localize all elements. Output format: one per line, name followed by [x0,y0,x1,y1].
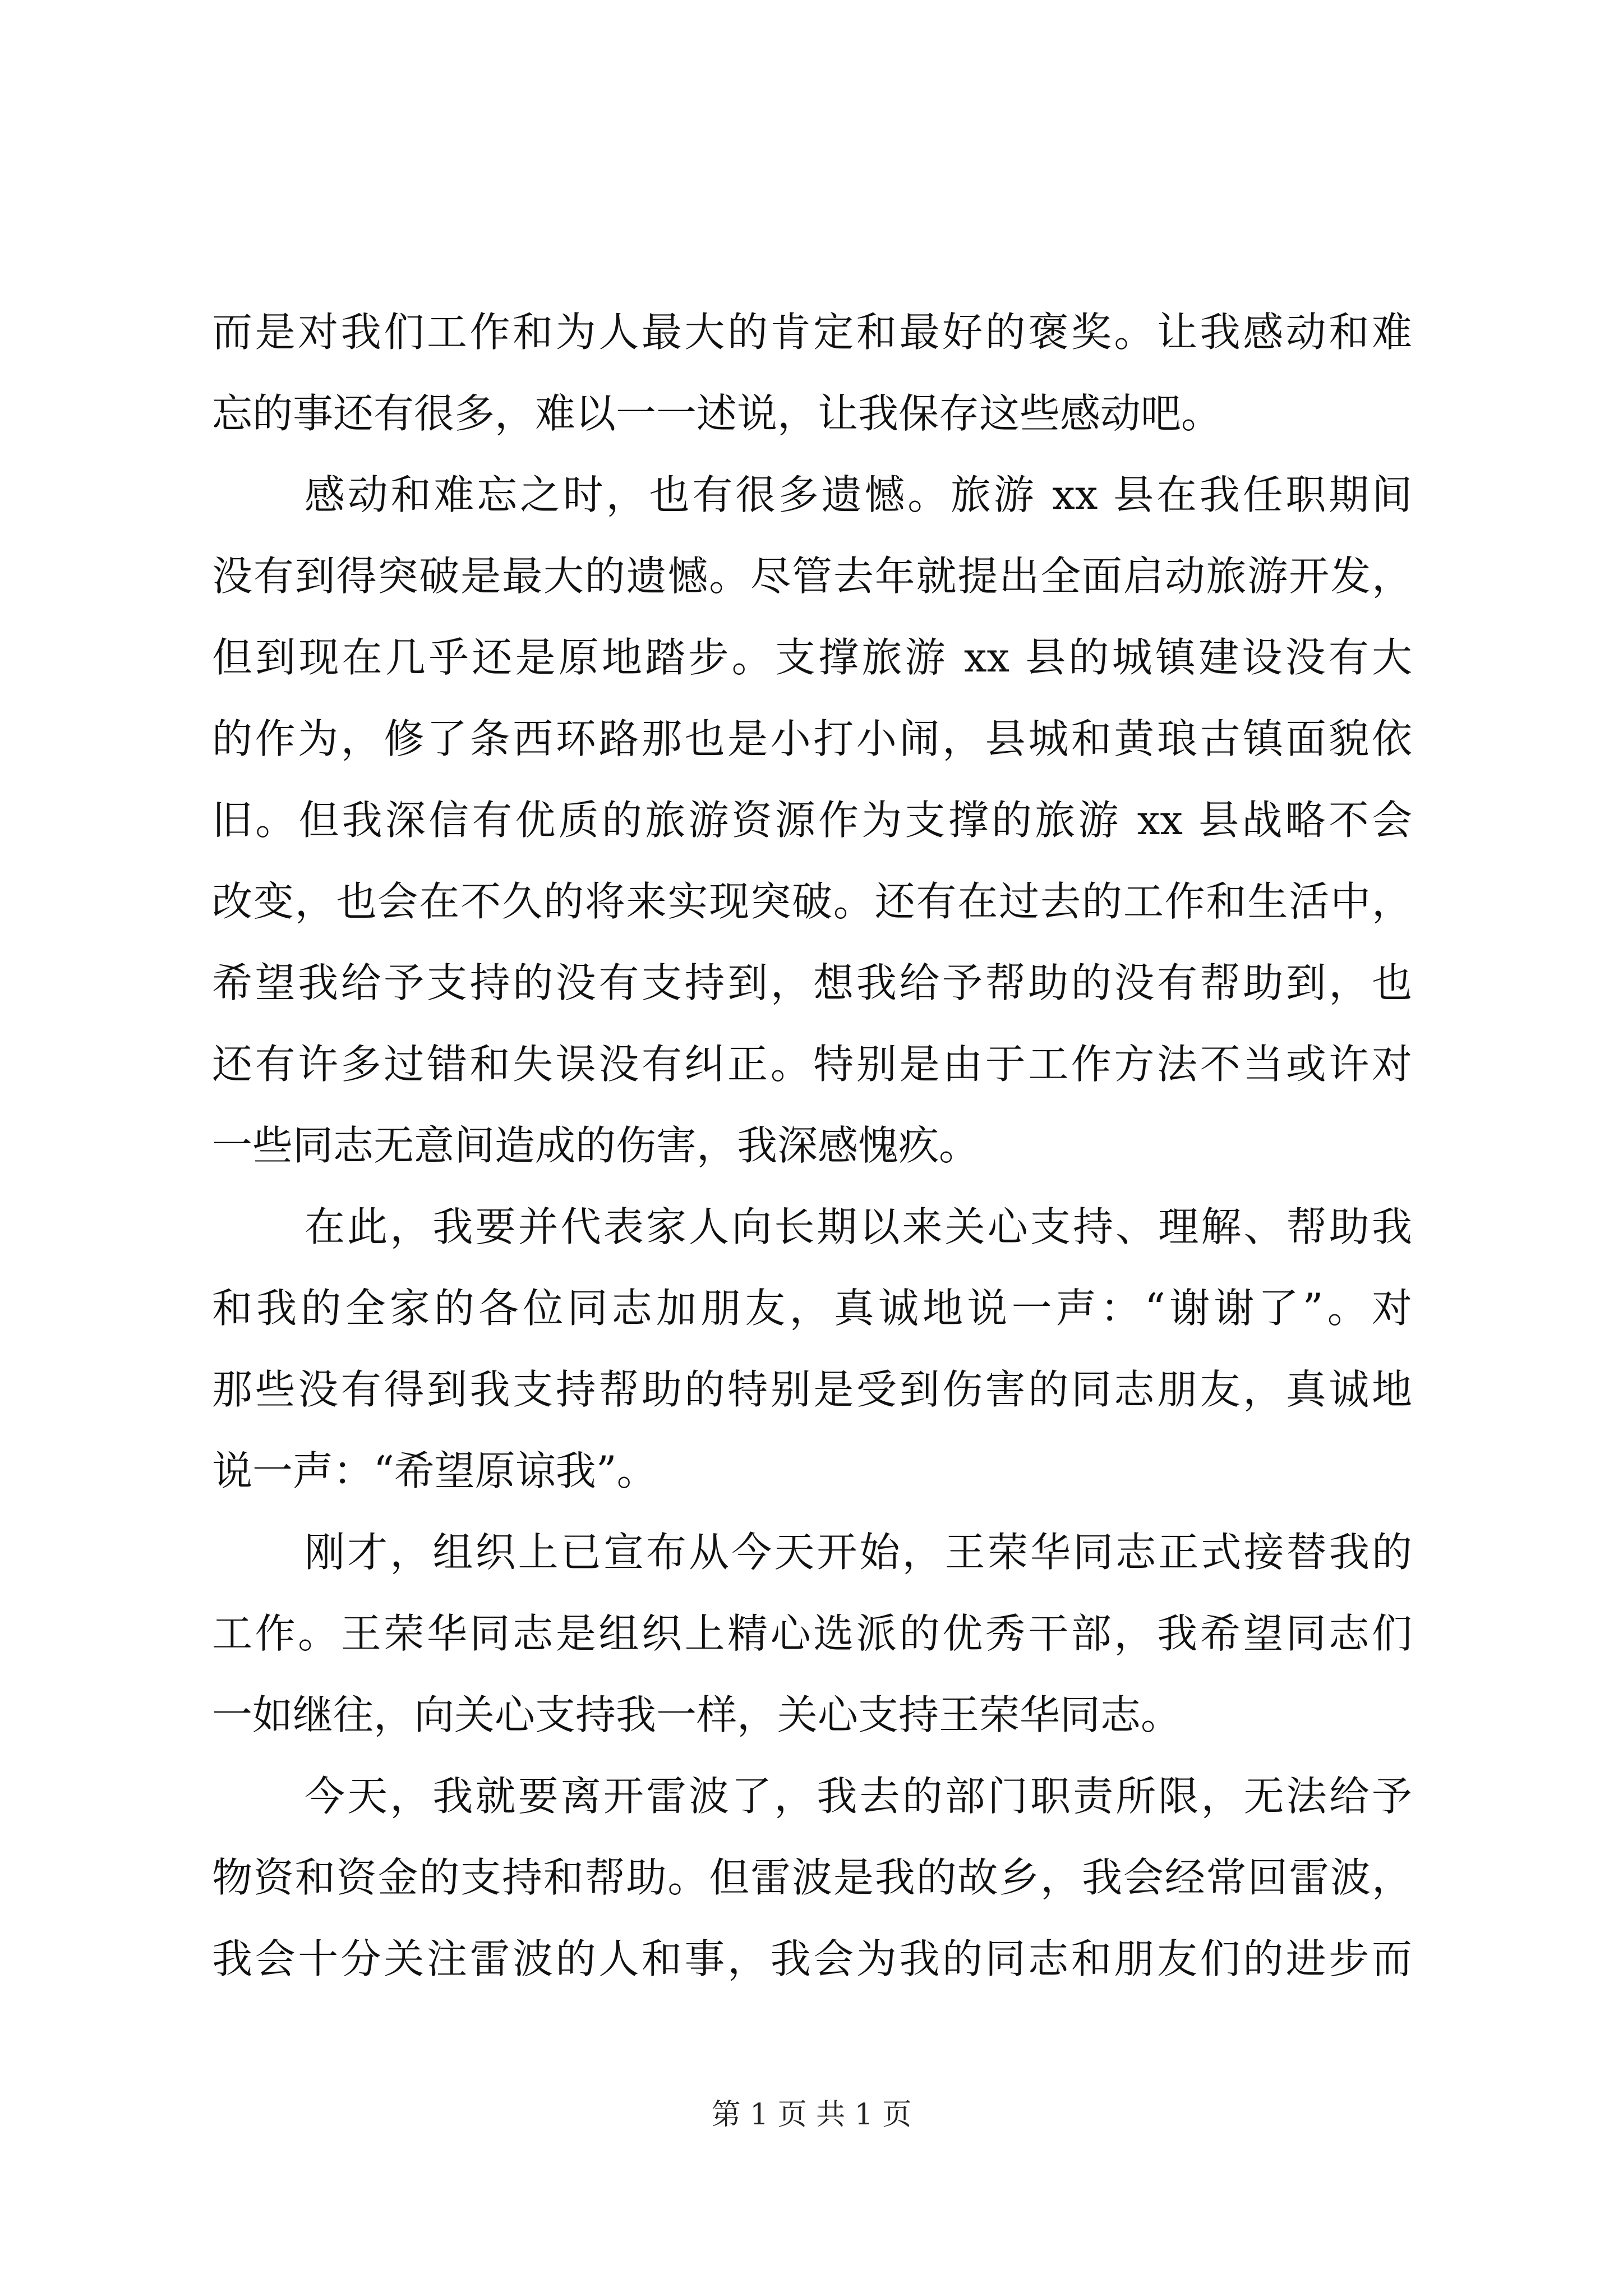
text-line: 还有许多过错和失误没有纠正。特别是由于工作方法不当或许对 [212,1041,1412,1088]
text-line: 没有到得突破是最大的遗憾。尽管去年就提出全面启动旅游开发， [212,553,1412,600]
text-line: 和我的全家的各位同志加朋友，真诚地说一声：“谢谢了”。对 [212,1285,1412,1332]
text-line: 我会十分关注雷波的人和事，我会为我的同志和朋友们的进步而 [212,1935,1412,1982]
text-line: 物资和资金的支持和帮助。但雷波是我的故乡，我会经常回雷波， [212,1854,1412,1901]
text-line: 工作。王荣华同志是组织上精心选派的优秀干部，我希望同志们 [212,1610,1412,1657]
text-line: 但到现在几乎还是原地踏步。支撑旅游 xx 县的城镇建设没有大 [212,634,1412,681]
text-line: 忘的事还有很多，难以一一述说，让我保存这些感动吧。 [212,390,1222,437]
text-line: 希望我给予支持的没有支持到，想我给予帮助的没有帮助到，也 [212,959,1412,1006]
text-line: 刚才，组织上已宣布从今天开始，王荣华同志正式接替我的 [305,1529,1412,1576]
text-line: 旧。但我深信有优质的旅游资源作为支撑的旅游 xx 县战略不会 [212,797,1412,844]
text-line: 一些同志无意间造成的伤害，我深感愧疚。 [212,1122,980,1169]
text-line: 感动和难忘之时，也有很多遗憾。旅游 xx 县在我任职期间 [305,471,1412,518]
text-line: 在此，我要并代表家人向长期以来关心支持、理解、帮助我 [305,1203,1412,1250]
document-body [212,292,1412,2000]
text-line: 说一声：“希望原谅我”。 [212,1447,657,1494]
text-line: 一如继往，向关心支持我一样，关心支持王荣华同志。 [212,1691,1182,1738]
page-footer: 第 1 页 共 1 页 [711,2098,912,2132]
text-line: 改变，也会在不久的将来实现突破。还有在过去的工作和生活中， [212,878,1412,925]
text-line: 而是对我们工作和为人最大的肯定和最好的褒奖。让我感动和难 [212,309,1412,356]
text-line: 那些没有得到我支持帮助的特别是受到伤害的同志朋友，真诚地 [212,1366,1412,1413]
text-line: 今天，我就要离开雷波了，我去的部门职责所限，无法给予 [305,1773,1412,1820]
text-line: 的作为，修了条西环路那也是小打小闹，县城和黄琅古镇面貌依 [212,715,1412,762]
